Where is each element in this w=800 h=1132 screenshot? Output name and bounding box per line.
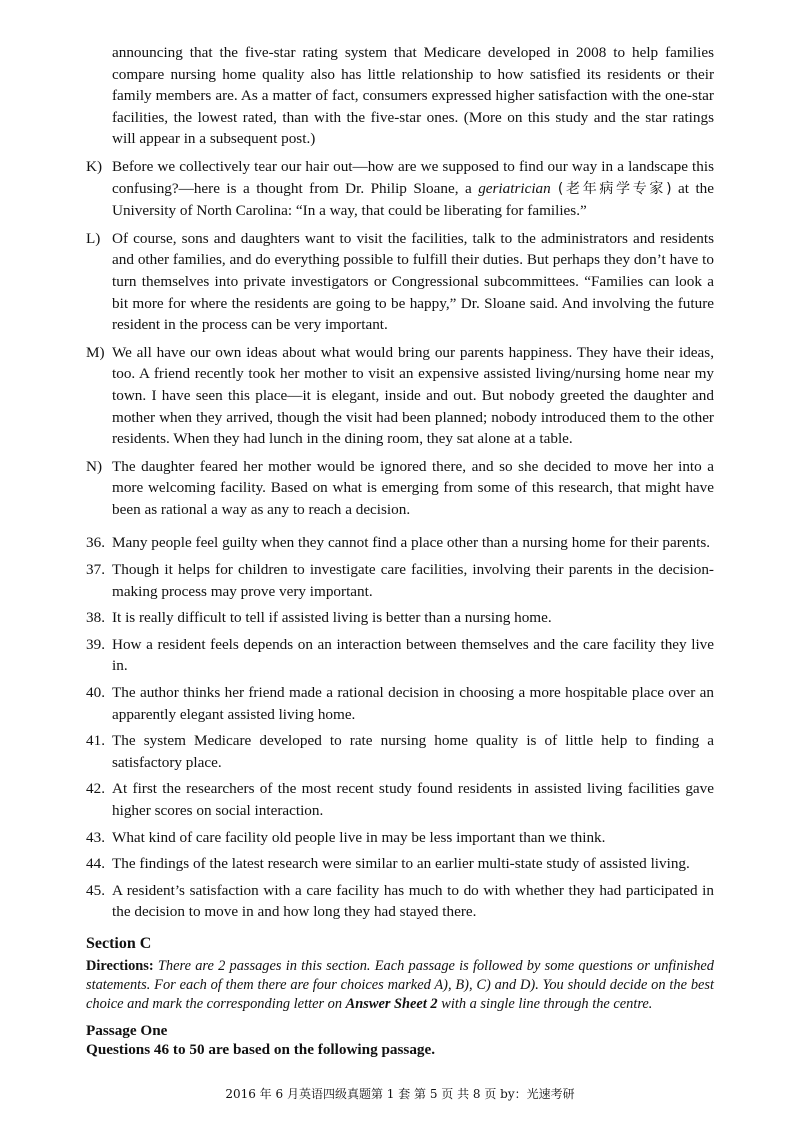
continuation-paragraph: announcing that the five-star rating system that Medicare developed in 2008 to help families compare nursing home quality also has little relationship to how satisfied its residents or their family members are. As a matter of fact, consumers expressed higher satisfaction with the one-star facilities, the lowest rated, than with the five-star ones. (More on this study and the star ratings will appear in a subsequent post.) (112, 44, 714, 148)
directions-text-end: with a single line through the centre. (437, 996, 653, 1013)
chinese-gloss: (老年病学专家) (550, 180, 672, 197)
paragraph-label: K) (86, 157, 103, 175)
answer-sheet-ref: Answer Sheet 2 (345, 996, 438, 1013)
question-number: 43. (86, 828, 105, 846)
question-text: The author thinks her friend made a rational decision in choosing a more hospitable place over an apparently elegant assisted living home. (112, 684, 714, 723)
question-text: At first the researchers of the most recent study found residents in assisted living facilities gave higher scores on social interaction. (112, 780, 714, 819)
question-item (86, 880, 714, 923)
question-number: 39. (86, 635, 105, 653)
question-number: 41. (86, 732, 105, 750)
question-number: 45. (86, 881, 105, 899)
paragraph-m (86, 342, 714, 450)
question-text: The system Medicare developed to rate nursing home quality is of little help to finding a satisfactory place. (112, 732, 714, 771)
question-number: 38. (86, 609, 105, 627)
question-text: What kind of care facility old people live in may be less important than we think. (112, 828, 606, 846)
directions-text: There are 2 passages in this section. Each passage is followed by some questions or unfinished statements. For each of them there are four choices marked A), B), C) and D). You should decide on the best choice and mark the corresponding letter on (86, 957, 714, 1013)
passage-subtitle: Questions 46 to 50 are based on the following passage. (86, 1040, 436, 1058)
question-text: A resident’s satisfaction with a care facility has much to do with whether they had participated in the decision to move in and how long they had stayed there. (112, 881, 714, 921)
question-item (86, 730, 714, 773)
question-text: It is really difficult to tell if assisted living is better than a nursing home. (112, 609, 552, 627)
paragraph-n (86, 456, 714, 521)
paragraph-label: L) (86, 229, 101, 247)
italic-term: geriatrician (478, 179, 551, 197)
passage-title: Passage One (86, 1021, 168, 1039)
question-text: Though it helps for children to investigate care facilities, involving their parents in the decision-making process may prove very important. (112, 561, 714, 600)
question-item (86, 778, 714, 821)
question-item (86, 827, 714, 849)
paragraph-text: Before we collectively tear our hair out—how are we supposed to find our way in a landscape this confusing?—here is a thought from Dr. Philip Sloane, a geriatrician (老年病学专家) at the University of North Carolina: “In a way, that could be liberating for families.” (112, 157, 715, 220)
question-number: 44. (86, 855, 105, 873)
question-number: 37. (86, 561, 105, 579)
directions-label: Directions: (86, 957, 154, 974)
paragraph-text: Of course, sons and daughters want to visit the facilities, talk to the administrators and residents and other families, and do everything possible to fulfill their duties. But perhaps they don’t have to turn themselves into private investigators or Congressional subcommittees. “Families can look a bit more for where the residents are going to be happy,” Dr. Sloane said. And involving the future resident in the process can be very important. (112, 229, 714, 334)
paragraph-text: The daughter feared her mother would be ignored there, and so she decided to move her into a more welcoming facility. Based on what is emerging from some of this research, that might have been as rational a way as any to reach a decision. (112, 457, 714, 518)
paragraph-k (86, 156, 714, 222)
question-number: 40. (86, 684, 105, 702)
question-text: The findings of the latest research were similar to an earlier multi-state study of assisted living. (112, 855, 690, 873)
question-item (86, 532, 714, 554)
question-text: Many people feel guilty when they cannot find a place other than a nursing home for their parents. (112, 534, 711, 552)
page-footer: 2016 年 6 月英语四级真题第 1 套 第 5 页 共 8 页 by：光速考研 (225, 1087, 575, 1101)
question-item (86, 607, 714, 629)
question-text: How a resident feels depends on an interaction between themselves and the care facility they live in. (112, 635, 714, 675)
paragraph-label: N) (86, 457, 103, 475)
paragraph-text: We all have our own ideas about what would bring our parents happiness. They have their ideas, too. A friend recently took her mother to visit an expensive assisted living/nursing home near my town. I have seen this place—it is elegant, inside and out. But nobody greeted the daughter and mother when they arrived, though the visit had been planned; nobody introduced them to the other residents. When they had lunch in the dining room, they sat alone at a table. (112, 343, 714, 448)
question-item (86, 634, 714, 677)
question-item (86, 682, 714, 725)
paragraph-l (86, 228, 714, 336)
paragraph-label: M) (86, 343, 105, 361)
question-item (86, 853, 714, 875)
question-item (86, 559, 714, 602)
document-page (86, 42, 714, 1059)
question-list (86, 532, 714, 923)
section-directions (86, 957, 714, 1015)
question-number: 36. (86, 534, 105, 552)
section-title: Section C (86, 934, 152, 952)
question-number: 42. (86, 780, 105, 798)
